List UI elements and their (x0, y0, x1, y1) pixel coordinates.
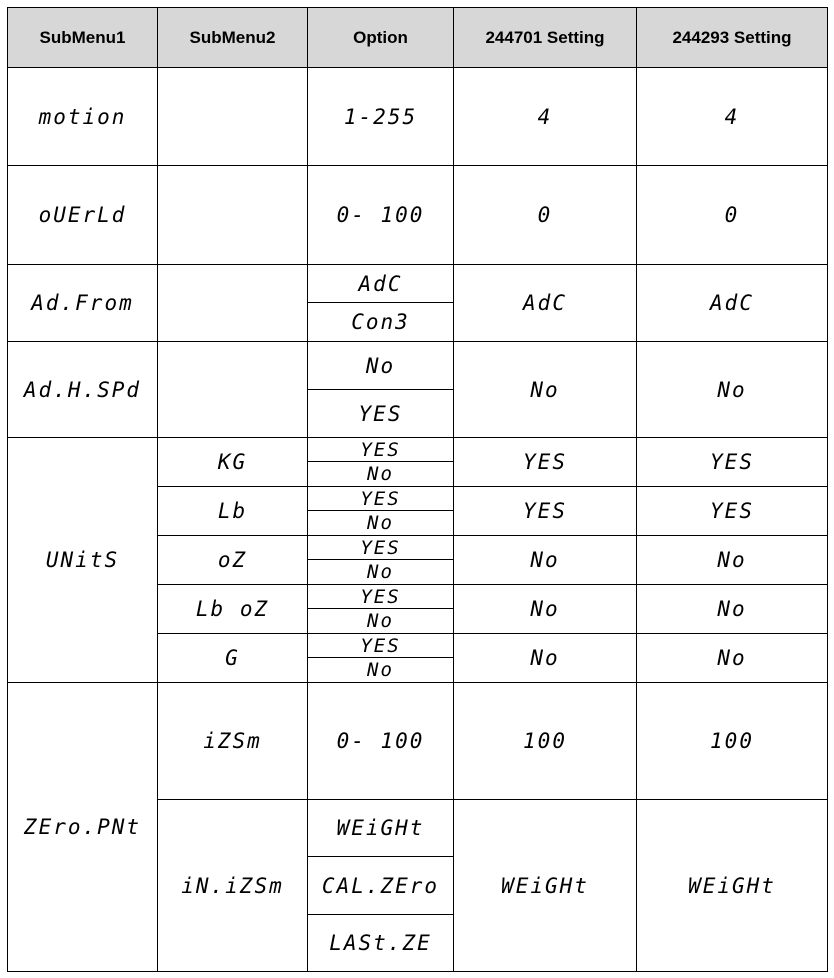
header-option: Option (308, 8, 454, 68)
submenu1-cell: UNitS (8, 438, 158, 683)
header-244701-setting: 244701 Setting (454, 8, 637, 68)
setting-244701-cell: WEiGHt (454, 800, 637, 972)
submenu1-cell: oUErLd (8, 166, 158, 265)
setting-244701-cell: No (454, 634, 637, 683)
submenu2-cell (158, 68, 308, 166)
table-row (8, 68, 828, 166)
setting-244701-cell: YES (454, 487, 637, 536)
submenu1-cell: Ad.H.SPd (8, 342, 158, 438)
option-cell: No (308, 462, 454, 487)
setting-244293-cell: No (637, 342, 828, 438)
setting-244293-cell: 0 (637, 166, 828, 265)
setting-244701-cell: 100 (454, 683, 637, 800)
submenu2-cell: iZSm (158, 683, 308, 800)
submenu2-cell: Lb oZ (158, 585, 308, 634)
setting-244293-cell: AdC (637, 265, 828, 342)
setting-244701-cell: YES (454, 438, 637, 487)
option-cell: LASt.ZE (308, 915, 454, 972)
setting-244701-cell: No (454, 585, 637, 634)
submenu2-cell: Lb (158, 487, 308, 536)
option-cell: YES (308, 585, 454, 609)
table-row (8, 438, 828, 462)
submenu2-cell: KG (158, 438, 308, 487)
submenu2-cell (158, 342, 308, 438)
submenu1-cell: ZEro.PNt (8, 683, 158, 972)
option-cell: 1-255 (308, 68, 454, 166)
setting-244701-cell: 4 (454, 68, 637, 166)
submenu2-cell: oZ (158, 536, 308, 585)
option-cell: YES (308, 536, 454, 560)
setting-244293-cell: YES (637, 487, 828, 536)
option-cell: Con3 (308, 303, 454, 342)
option-cell: WEiGHt (308, 800, 454, 857)
option-cell: No (308, 511, 454, 536)
header-row (8, 8, 828, 68)
submenu1-cell: motion (8, 68, 158, 166)
settings-table (7, 7, 828, 972)
setting-244701-cell: No (454, 342, 637, 438)
setting-244293-cell: No (637, 634, 828, 683)
setting-244293-cell: YES (637, 438, 828, 487)
setting-244293-cell: 100 (637, 683, 828, 800)
submenu2-cell (158, 166, 308, 265)
option-cell: No (308, 658, 454, 683)
option-cell: No (308, 560, 454, 585)
setting-244701-cell: No (454, 536, 637, 585)
submenu2-cell: iN.iZSm (158, 800, 308, 972)
option-cell: No (308, 609, 454, 634)
table-row (8, 683, 828, 800)
header-submenu2: SubMenu2 (158, 8, 308, 68)
setting-244701-cell: 0 (454, 166, 637, 265)
setting-244293-cell: WEiGHt (637, 800, 828, 972)
setting-244293-cell: No (637, 585, 828, 634)
table-row (8, 265, 828, 303)
submenu2-cell (158, 265, 308, 342)
setting-244701-cell: AdC (454, 265, 637, 342)
option-cell: YES (308, 487, 454, 511)
option-cell: No (308, 342, 454, 390)
option-cell: YES (308, 634, 454, 658)
option-cell: YES (308, 438, 454, 462)
setting-244293-cell: 4 (637, 68, 828, 166)
option-cell: YES (308, 390, 454, 438)
setting-244293-cell: No (637, 536, 828, 585)
table-row (8, 166, 828, 265)
header-244293-setting: 244293 Setting (637, 8, 828, 68)
header-submenu1: SubMenu1 (8, 8, 158, 68)
option-cell: 0- 100 (308, 166, 454, 265)
table-row (8, 342, 828, 390)
option-cell: AdC (308, 265, 454, 303)
option-cell: CAL.ZEro (308, 857, 454, 915)
submenu1-cell: Ad.From (8, 265, 158, 342)
submenu2-cell: G (158, 634, 308, 683)
option-cell: 0- 100 (308, 683, 454, 800)
